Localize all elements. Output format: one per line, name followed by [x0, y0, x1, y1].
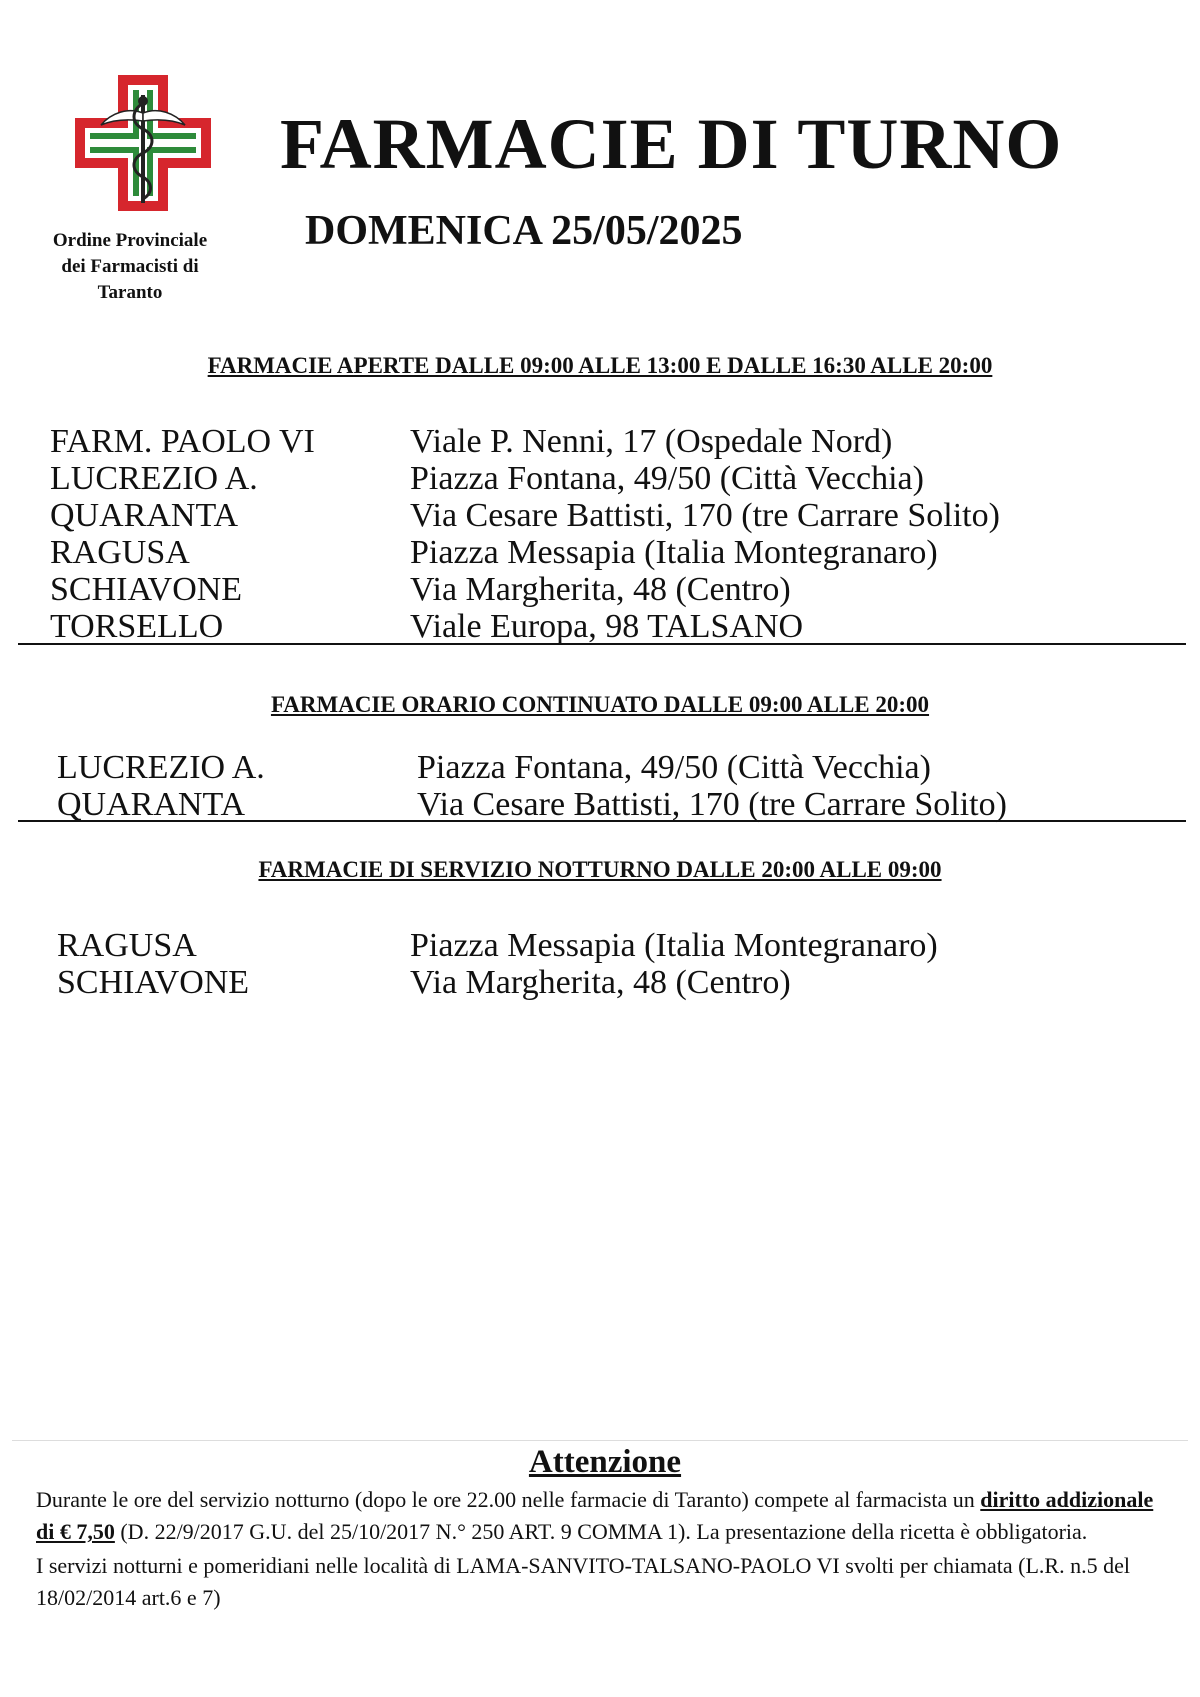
notice-fee: diritto addizionale di € 7,50: [36, 1487, 1154, 1544]
pharmacy-name: FARM. PAOLO VI: [50, 423, 315, 460]
notice-body: [36, 1484, 1176, 1616]
pharmacy-name: SCHIAVONE: [57, 964, 250, 1001]
section-heading-night-service: FARMACIE DI SERVIZIO NOTTURNO DALLE 20:00 ALLE 09:00: [258, 857, 942, 882]
pharmacy-address: Piazza Fontana, 49/50 (Città Vecchia): [417, 749, 931, 786]
notice-divider: [12, 1440, 1188, 1441]
list-item: [0, 534, 1200, 571]
org-line-3: Taranto: [97, 282, 163, 303]
pharmacy-address: Via Margherita, 48 (Centro): [410, 964, 791, 1001]
list-item: [0, 571, 1200, 608]
list-item: [0, 749, 1200, 786]
pharmacy-name: LUCREZIO A.: [50, 460, 258, 497]
notice-paragraph: I servizi notturni e pomeridiani nelle località di LAMA-SANVITO-TALSANO-PAOLO VI svolti per chiamata (L.R. n.5 del 18/02/2014 art.6 e 7): [36, 1553, 1130, 1610]
page-title: FARMACIE DI TURNO: [280, 104, 1063, 184]
pharmacy-address: Via Cesare Battisti, 170 (tre Carrare Solito): [417, 786, 1007, 823]
pharmacy-cross-caduceus-icon: [73, 73, 213, 213]
org-line-2: dei Farmacisti di: [61, 256, 199, 277]
page-date: DOMENICA 25/05/2025: [305, 208, 743, 254]
section-divider: [18, 643, 1186, 645]
section-divider: [18, 820, 1186, 822]
list-item: [0, 608, 1200, 645]
notice-text: Durante le ore del servizio notturno (dopo le ore 22.00 nelle farmacie di Taranto) compete al farmacista un: [36, 1487, 981, 1512]
notice-text: (D. 22/9/2017 G.U. del 25/10/2017 N.° 250 ART. 9 COMMA 1). La presentazione della ricetta è obbligatoria.: [114, 1519, 1088, 1544]
pharmacy-name: SCHIAVONE: [50, 571, 243, 608]
pharmacy-list-day-hours: [0, 423, 1200, 645]
org-line-1: Ordine Provinciale: [52, 230, 208, 251]
list-item: [0, 927, 1200, 964]
pharmacy-address: Piazza Fontana, 49/50 (Città Vecchia): [410, 460, 924, 497]
pharmacy-name: QUARANTA: [57, 786, 246, 823]
pharmacy-name: QUARANTA: [50, 497, 239, 534]
list-item: [0, 460, 1200, 497]
pharmacy-list-continuous-hours: [0, 749, 1200, 823]
list-item: [0, 964, 1200, 1001]
pharmacy-name: TORSELLO: [50, 608, 224, 645]
pharmacy-address: Piazza Messapia (Italia Montegranaro): [410, 534, 938, 571]
list-item: [0, 497, 1200, 534]
pharmacy-name: LUCREZIO A.: [57, 749, 265, 786]
pharmacy-address: Piazza Messapia (Italia Montegranaro): [410, 927, 938, 964]
pharmacy-list-night-service: [0, 927, 1200, 1001]
pharmacy-address: Viale P. Nenni, 17 (Ospedale Nord): [410, 423, 893, 460]
notice-title: Attenzione: [528, 1444, 682, 1480]
section-heading-continuous-hours: FARMACIE ORARIO CONTINUATO DALLE 09:00 ALLE 20:00: [270, 692, 930, 717]
pharmacy-name: RAGUSA: [50, 534, 190, 571]
pharmacy-name: RAGUSA: [57, 927, 197, 964]
list-item: [0, 786, 1200, 823]
pharmacy-address: Viale Europa, 98 TALSANO: [410, 608, 804, 645]
pharmacy-address: Via Margherita, 48 (Centro): [410, 571, 791, 608]
section-heading-day-hours: FARMACIE APERTE DALLE 09:00 ALLE 13:00 E DALLE 16:30 ALLE 20:00: [207, 353, 993, 378]
organization-name: [30, 228, 230, 306]
notice-paragraph: [36, 1484, 1176, 1548]
pharmacy-address: Via Cesare Battisti, 170 (tre Carrare Solito): [410, 497, 1000, 534]
list-item: [0, 423, 1200, 460]
